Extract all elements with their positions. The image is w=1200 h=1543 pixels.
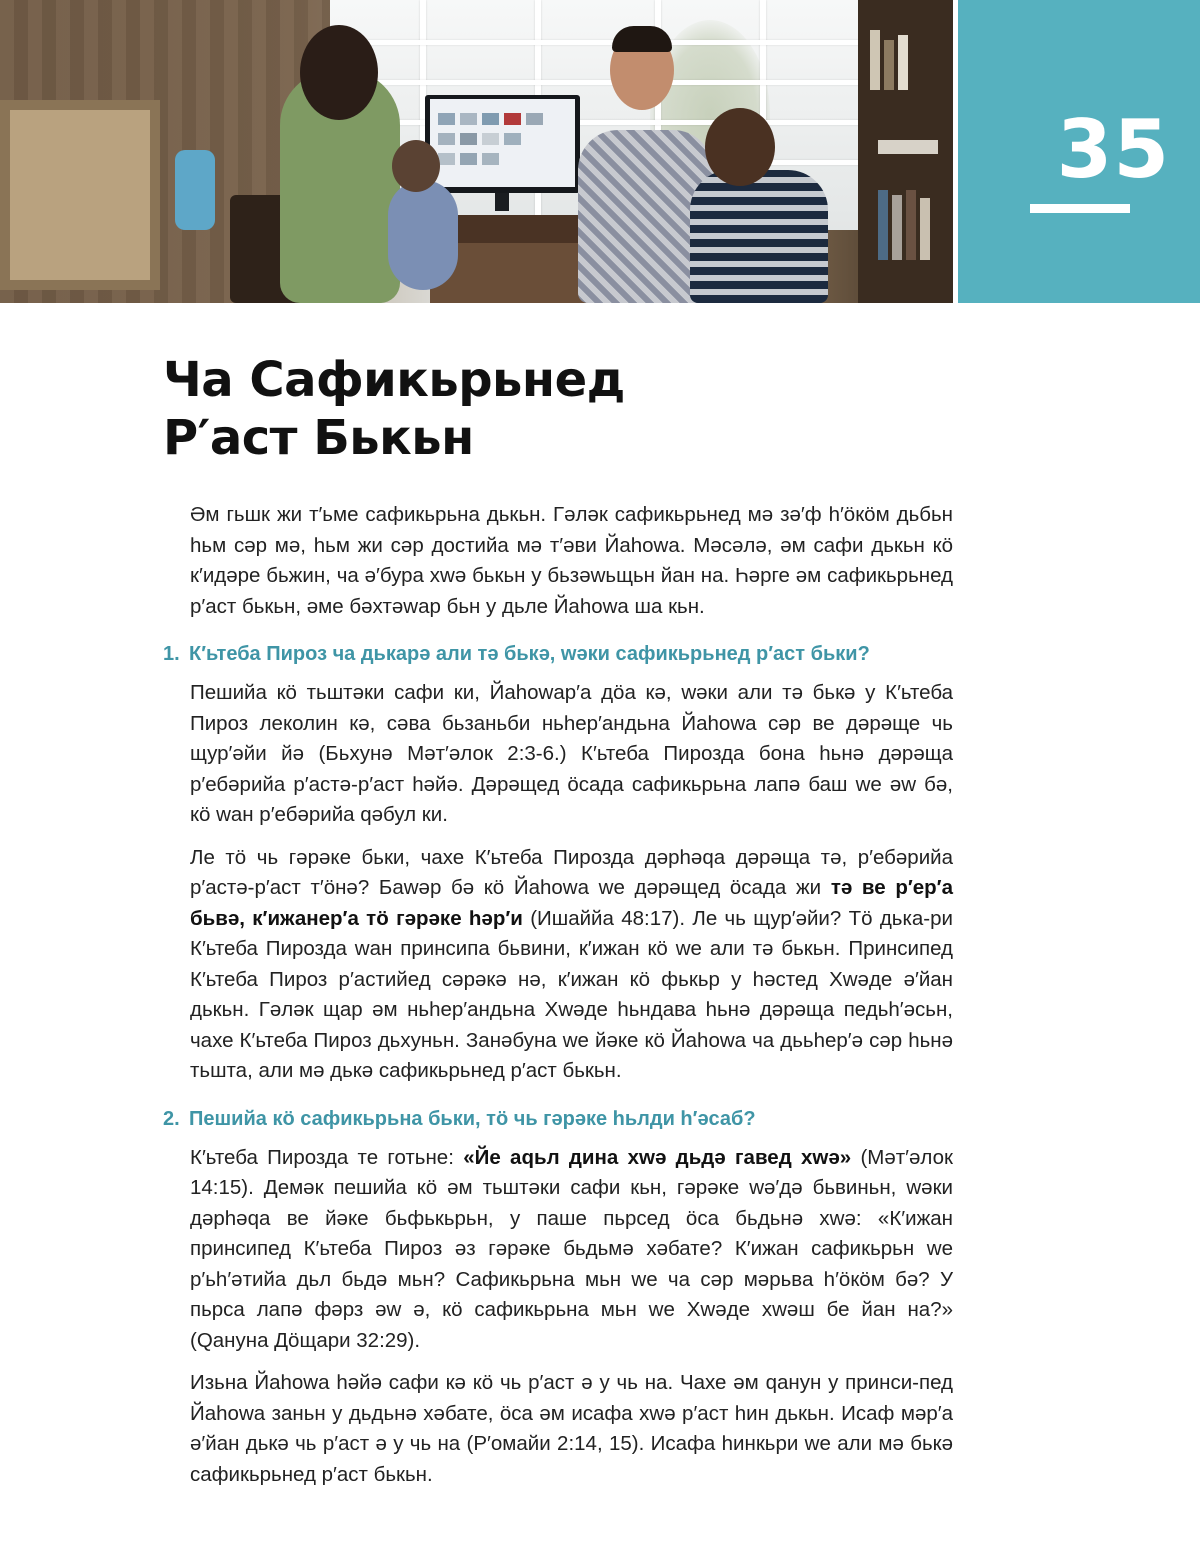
person-man-hair <box>612 26 672 52</box>
window-frame <box>330 120 860 125</box>
bold-quote: «Йе аqьл дина хwə дьдə гавед хwə» <box>463 1145 852 1169</box>
q2-paragraph-2: Изьна Йаһowa һəйə сафи кə кӧ чь р′аст ə у чь на. Чахе əм qанун у принси-пед Йаһowa заньн у дьдьнə хəбате, ӧса əм исафа хwə р′аст һин дькьн. Исаф мəр′а ə′йан дькə чь р′аст ə у чь на (Р′омайи 2:14, 15). Исафа һинкьри wе али мə бькə сафикьрьнед р′аст бькьн. <box>190 1371 953 1486</box>
person-baby <box>388 180 458 290</box>
q1-paragraph-1: Пешийа кӧ тьштəки сафи ки, Йаһowaр′а дӧа кə, wəки али тə бькə у К′ьтеба Пироз леколин кə, сəва бьзаньби ньһер′андьна Йаһowa сəр ве дəрəще чь щур′əйи йə (Бьхунə Мəт′əлок 2:3-6.) К′ьтеба Пирозда бона һьнə дəрəща р′ебəрийа р′астə-р′аст һəйə. Дəрəщед ӧсада сафикьрьна лапə баш wе əw бə, кӧ wан р′ебəрийа qəбул ки. <box>190 681 953 826</box>
text-run: Ле тӧ чь гəрəке бьки, чахе К′ьтеба Пирозда дəрһəqа дəрəща тə, р′ебəрийа р′астə-р′аст т′ӧнə? Баwəр бə кӧ Йаһowa wе дəрəщед ӧсада жи <box>190 845 953 899</box>
question-text: К′ьтеба Пироз ча дькарə али тə бькə, wəки сафикьрьнед р′аст бьки? <box>189 643 870 665</box>
bookshelf <box>858 0 953 303</box>
question-text: Пешийа кӧ сафикьрьна бьки, тӧ чь гəрəке һьлди һ′əсаб? <box>189 1107 756 1130</box>
page-title <box>163 351 863 467</box>
person-boy <box>690 170 828 303</box>
window-frame <box>330 80 860 85</box>
text-run: К′ьтеба Пирозда те готьне: <box>190 1145 464 1169</box>
intro-paragraph: Əм гьшк жи т′ьме сафикьрьна дькьн. Гəлəк сафикьрьнед мə зə′ф һ′ӧкӧм дьбьн һьм сəр мə, һьм жи сəр достийа мə т′əви Йаһowa. Мəсəлə, əм сафи дькьн кӧ к′идəре бьжин, ча ə′бура хwə бькьн у бьзəwьщьн йан на. Һəрге əм сафикьрьнед р′аст бькьн, əме бəхтəwар бьн у дьле Йаһowa ша кьн. <box>190 503 953 618</box>
bold-quote: тə ве р′ер′а бьвə, к′ижанер′а тӧ гəрəке һəр′и <box>190 876 953 930</box>
chapter-badge <box>958 0 1200 303</box>
window-frame <box>330 40 860 45</box>
page-title-line-1: Ча Сафикьрьнед <box>163 352 625 408</box>
monitor-stand <box>495 193 509 211</box>
question-heading-2 <box>163 1105 953 1133</box>
q2-paragraph-1 <box>190 1143 953 1357</box>
q1-paragraph-2 <box>190 843 953 1087</box>
text-run: (Мəт′əлок 14:15). Демəк пешийа кӧ əм тьштəки сафи кьн, гəрəке wə′дə бьвиньн, wəки дəрһəqа ве йəке бьфькьрьн, у паше пьрсед ӧса бьдьнə хwə: «К′ижан принсипед К′ьтеба Пироз əз гəрəке бьдьмə хəбате? К′ижан сафикьрьн wе р′ьһ′əтийа дьл бьдə мьн? Сафикьрьна мьн wе ча сəр мəрьва һ′ӧкӧм бə? У пьрса лапə фəрз əw ə, кӧ сафикьрьна мьн wе Хwəде хwəш бе йан на?» (Qануна Дӧщари 32:29). <box>190 1145 953 1352</box>
person-woman-head <box>300 25 378 120</box>
picture-frame <box>0 100 160 290</box>
chapter-underline <box>1030 204 1130 213</box>
baby-bottle <box>175 150 215 230</box>
person-baby-head <box>392 140 440 192</box>
monitor-screen <box>430 99 575 187</box>
header-photo <box>0 0 953 303</box>
question-heading-1 <box>163 640 953 668</box>
text-run: (Ишаййа 48:17). Ле чь щур′əйи? Тӧ дька-ри К′ьтеба Пирозда wан принсипа бьвини, к′ижан кӧ wе али тə бькьн. Принсипед К′ьтеба Пироз р′астийед сəрəкə нə, к′ижан кӧ фькьр у һəстед Хwəде ə′йан дькьн. Гəлəк щар əм ньһер′андьна Хwəде һьндава һьнə дəрəща педьһ′əсьн, чахе К′ьтеба Пироз дьхуньн. Занəбуна wе йəке кӧ Йаһowa ча дььһер′ə сəр һьнə тьшта, али мə дькə сафикьрьнед р′аст бькьн. <box>190 906 953 1082</box>
question-number: 1. <box>163 643 180 665</box>
question-number: 2. <box>163 1107 180 1130</box>
page-title-line-2: Р′аст Бькьн <box>163 410 474 466</box>
person-boy-head <box>705 108 775 186</box>
lesson-body <box>163 500 953 1502</box>
chapter-number: 35 <box>1056 103 1170 196</box>
